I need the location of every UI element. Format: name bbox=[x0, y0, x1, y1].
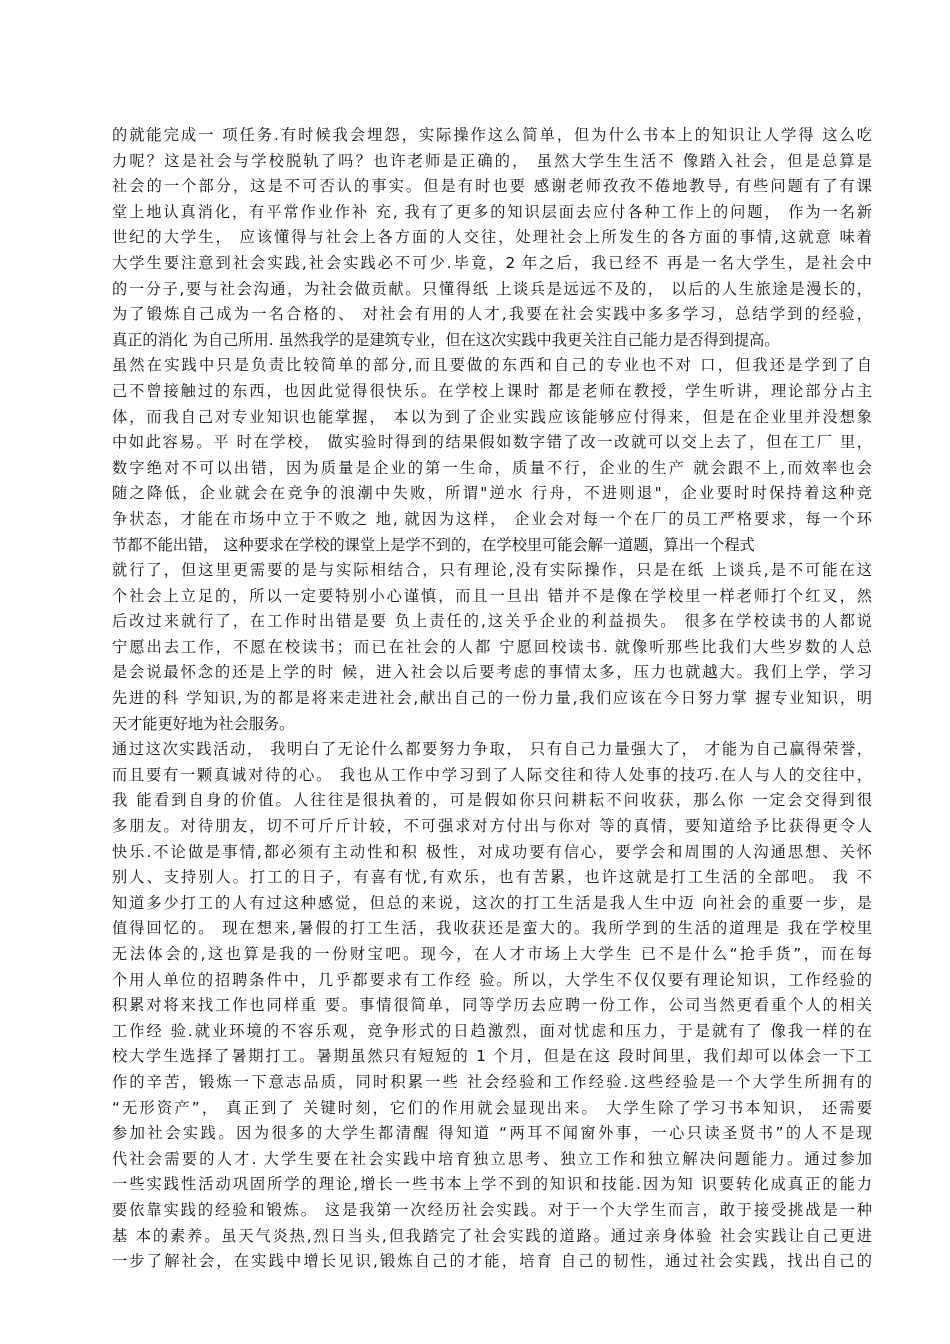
text-line: 代社会需要的人才. 大学生要在社会实践中培育独立思考、独立工作和独立解决问题能力。通过参加 bbox=[112, 1149, 872, 1168]
text-line: 校大学生选择了暑期打工。暑期虽然只有短短的 1 个月，但是在这 段时间里，我们却可以体会一下工 bbox=[112, 1047, 872, 1066]
text-line: 参加社会实践。因为很多的大学生都清醒 得知道 “两耳不闻窗外事，一心只读圣贤书”的人不是现 bbox=[112, 1124, 872, 1143]
text-line: 多朋友。对待朋友，切不可斤斤计较，不可强求对方付出与你对 等的真情，要知道给予比获得更令人 bbox=[112, 817, 872, 836]
text-line: 社会的一个部分，这是不可否认的事实。但是有时也要 感谢老师孜孜不倦地教导, 有些问题有了有课 bbox=[112, 177, 872, 196]
text-line: 数字绝对不可以出错，因为质量是企业的第一生命，质量不行，企业的生产 就会跟不上,而效率也会 bbox=[112, 458, 872, 477]
text-line: “无形资产”， 真正到了 关键时刻，它们的作用就会显现出来。 大学生除了学习书本知识， 还需要 bbox=[112, 1098, 872, 1117]
text-line: 宁愿出去工作，不愿在校读书；而已在社会的人都 宁愿回校读书. 就像听那些比我们大些岁数的人总 bbox=[112, 637, 872, 656]
text-line: 个社会上立足的，所以一定要特别小心谨慎，而且一旦出 错并不是像在学校里一样老师打个红叉，然 bbox=[112, 586, 872, 605]
text-line: 快乐.不论做是事情,都必须有主动性和积 极性，对成功要有信心，要学会和周围的人沟通思想、关怀 bbox=[112, 842, 872, 861]
text-line: 中如此容易。平 时在学校， 做实验时得到的结果假如数字错了改一改就可以交上去了，但在工厂 里， bbox=[112, 433, 872, 452]
text-line: 个用人单位的招聘条件中，几乎都要求有工作经 验。所以，大学生不仅仅要有理论知识，工作经验的 bbox=[112, 970, 872, 989]
text-line: 先进的科 学知识,为的都是将来走进社会,献出自己的一份力量,我们应该在今日努力掌 握专业知识，明 bbox=[112, 689, 872, 708]
text-line: 基 本的素养。虽天气炎热,烈日当头,但我踏完了社会实践的道路。通过亲身体验 社会实践让自己更进 bbox=[112, 1226, 872, 1245]
text-line: 争状态，才能在市场中立于不败之 地, 就因为这样， 企业会对每一个在厂的员工严格要求，每一个环 bbox=[112, 509, 872, 528]
text-line: 随之降低，企业就会在竞争的浪潮中失败，所谓"逆水 行舟，不进则退"，企业要时时保持着这种竞 bbox=[112, 484, 872, 503]
document-page bbox=[112, 123, 872, 1275]
text-line: 作的辛苦，锻炼一下意志品质，同时积累一些 社会经验和工作经验.这些经验是一个大学生所拥有的 bbox=[112, 1072, 872, 1091]
text-line: 就行了，但这里更需要的是与实际相结合，只有理论,没有实际操作，只是在纸 上谈兵,是不可能在这 bbox=[112, 561, 872, 580]
text-line: 一步了解社会，在实践中增长见识,锻炼自己的才能，培育 自己的韧性，通过社会实践，找出自己的 bbox=[112, 1252, 872, 1271]
text-line: 别人、支持别人。打工的日子，有喜有忧,有欢乐，也有苦累，也许这就是打工生活的全部吧。 我 不 bbox=[112, 868, 872, 887]
text-line: 己不曾接触过的东西，也因此觉得很快乐。在学校上课时 都是老师在教授，学生听讲，理论部分占主 bbox=[112, 381, 872, 400]
text-line: 为了锻炼自己成为一名合格的、 对社会有用的人才,我要在社会实践中多多学习，总结学到的经验， bbox=[112, 305, 872, 324]
text-line: 要依靠实践的经验和锻炼。 这是我第一次经历社会实践。对于一个大学生而言，敢于接受挑战是一种 bbox=[112, 1200, 872, 1219]
text-line: 的一分子,要与社会沟通，为社会做贡献。只懂得纸 上谈兵是远远不及的， 以后的人生旅途是漫长的， bbox=[112, 279, 872, 298]
text-line: 堂上地认真消化，有平常作业作补 充, 我有了更多的知识层面去应付各种工作上的问题， 作为一名新 bbox=[112, 202, 872, 221]
text-line: 工作经 验.就业环境的不容乐观，竞争形式的日趋激烈，面对忧虑和压力，于是就有了 像我一样的在 bbox=[112, 1021, 872, 1040]
text-line: 力呢？这是社会与学校脱轨了吗？也许老师是正确的， 虽然大学生生活不 像踏入社会，但是总算是 bbox=[112, 151, 872, 170]
text-line: 一些实践性活动巩固所学的理论,增长一些书本上学不到的知识和技能.因为知 识要转化成真正的能力 bbox=[112, 1175, 872, 1194]
text-line: 真正的消化 为自己所用. 虽然我学的是建筑专业，但在这次实践中我更关注自己能力是否得到提高。 bbox=[112, 330, 780, 349]
text-line: 体，而我自己对专业知识也能掌握， 本以为到了企业实践应该能够应付得来，但是在企业里并没想象 bbox=[112, 407, 872, 426]
text-line: 我 能看到自身的价值。人往往是很执着的，可是假如你只问耕耘不问收获，那么你 一定会交得到很 bbox=[112, 791, 872, 810]
text-line: 天才能更好地为社会服务。 bbox=[112, 714, 295, 733]
text-line: 积累对将来找工作也同样重 要。事情很简单，同等学历去应聘一份工作，公司当然更看重个人的相关 bbox=[112, 996, 872, 1015]
text-line: 后改过来就行了，在工作时出错是要 负上责任的,这关乎企业的利益损失。 很多在学校读书的人都说 bbox=[112, 612, 872, 631]
text-line: 值得回忆的。 现在想来,暑假的打工生活，我收获还是蛮大的。我所学到的生活的道理是 我在学校里 bbox=[112, 919, 872, 938]
text-line: 通过这次实践活动， 我明白了无论什么都要努力争取， 只有自己力量强大了， 才能为自己赢得荣誉， bbox=[112, 740, 872, 759]
text-line: 而且要有一颗真诚对待的心。 我也从工作中学习到了人际交往和待人处事的技巧.在人与人的交往中， bbox=[112, 765, 872, 784]
text-line: 是会说最怀念的还是上学的时 候，进入社会以后要考虑的事情太多，压力也就越大。我们上学，学习 bbox=[112, 663, 872, 682]
text-line: 世纪的大学生， 应该懂得与社会上各方面的人交往，处理社会上所发生的各方面的事情,这就意 味着 bbox=[112, 228, 872, 247]
text-line: 虽然在实践中只是负责比较简单的部分,而且要做的东西和自己的专业也不对 口，但我还是学到了自 bbox=[112, 356, 872, 375]
text-line: 节都不能出错， 这种要求在学校的课堂上是学不到的，在学校里可能会解一道题，算出一个程式 bbox=[112, 535, 755, 554]
text-line: 大学生要注意到社会实践,社会实践必不可少.毕竟，2 年之后，我已经不 再是一名大学生，是社会中 bbox=[112, 253, 872, 272]
text-line: 的就能完成一 项任务.有时候我会埋怨，实际操作这么简单，但为什么书本上的知识让人学得 这么吃 bbox=[112, 126, 872, 144]
text-line: 知道多少打工的人有过这种感觉，但总的来说，这次的打工生活是我人生中迈 向社会的重要一步，是 bbox=[112, 893, 872, 912]
text-line: 无法体会的,这也算是我的一份财宝吧。现今，在人才市场上大学生 已不是什么“抢手货”，而在每 bbox=[112, 945, 872, 963]
